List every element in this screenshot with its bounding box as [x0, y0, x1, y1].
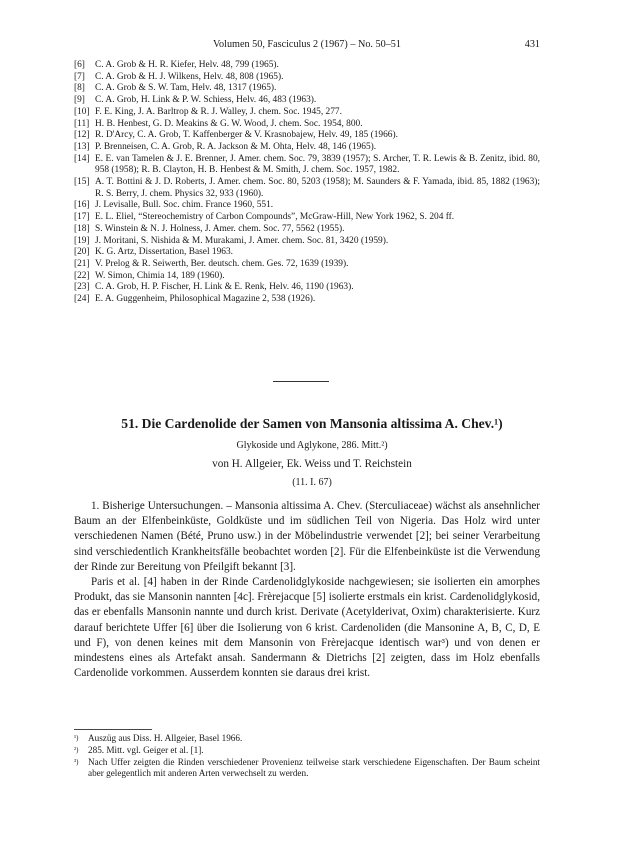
reference-number: [12] — [74, 130, 90, 141]
reference-number: [16] — [74, 200, 90, 211]
body-paragraph: 1. Bisherige Untersuchungen. – Mansonia altissima A. Chev. (Sterculiaceae) wächst als ansehnlicher Baum an der Elfenbeinküste, Goldküste und im südlichen Teil von Nigeria. Das Holz wird unter verschiedenen Namen (Bété, Pruno usw.) in der Möbelindustrie verwendet [2]; bei seiner Verarbeitung sind verschiedentlich Krankheitsfälle beobachtet worden [2]. Für die Elfenbeinküste ist die Verwendung der Rinde zur Bereitung von Pfeilgift bekannt [3]. — [74, 500, 540, 573]
reference-text: E. L. Eliel, “Stereochemistry of Carbon Compounds”, McGraw-Hill, New York 1962, S. 204 ff. — [95, 212, 455, 223]
running-head — [74, 38, 540, 52]
reference-item — [74, 60, 540, 72]
reference-number: [20] — [74, 247, 90, 258]
footnote-mark: ¹) — [74, 734, 79, 742]
reference-text: J. Moritani, S. Nishida & M. Murakami, J. Amer. chem. Soc. 81, 3420 (1959). — [95, 235, 389, 246]
reference-text: F. E. King, J. A. Barltrop & R. J. Walley, J. chem. Soc. 1945, 277. — [95, 106, 342, 117]
reference-text: C. A. Grob, H. P. Fischer, H. Link & E. Renk, Helv. 46, 1190 (1963). — [95, 282, 354, 293]
reference-item — [74, 294, 540, 306]
reference-item — [74, 83, 540, 95]
reference-text: W. Simon, Chimia 14, 189 (1960). — [95, 270, 225, 281]
reference-item — [74, 212, 540, 224]
reference-number: [10] — [74, 106, 90, 117]
reference-item — [74, 200, 540, 212]
article-authors: von H. Allgeier, Ek. Weiss und T. Reichstein — [212, 458, 412, 470]
reference-number: [21] — [74, 258, 90, 269]
reference-number: [14] — [74, 153, 90, 164]
reference-text: C. A. Grob & S. W. Tam, Helv. 48, 1317 (1965). — [95, 83, 277, 94]
reference-item — [74, 142, 540, 154]
reference-text: J. Levisalle, Bull. Soc. chim. France 1960, 551. — [95, 200, 274, 211]
footnote-mark: ²) — [74, 745, 79, 754]
reference-text: E. A. Guggenheim, Philosophical Magazine 2, 538 (1926). — [95, 294, 316, 305]
reference-item — [74, 72, 540, 84]
footnote-item — [74, 757, 540, 781]
body-paragraph: Paris et al. [4] haben in der Rinde Cardenolidglykoside nachgewiesen; sie isolierten ein amorphes Produkt, das sie Mansonin nannten [4c]. Frèrejacque [5] isolierte erstmals ein krist. Cardenolidglykosid, das er ebenfalls Mansonin nannte und durch krist. Derivate (Acetylderivat, Oxim) charakterisierte. Kurz darauf berichtete Uffer [6] über die Isolierung von 6 krist. Cardenoliden (die Mansonine A, B, C, D, E und F), von denen keines mit dem Mansonin von Frèrejacque identisch war³) und von denen er mindestens eines als Artefakt ansah. Sandermann & Dietrichs [2] zeigten, dass im Holz ebenfalls Cardenolide vorkommen. Ausserdem konnten sie daraus drei krist. — [74, 576, 540, 680]
footnote-text: Nach Uffer zeigten die Rinden verschiedener Provenienz teilweise stark verschiedene Eigenschaften. Der Baum scheint aber gelegentlich mit anderen Arten verwechselt zu werden. — [88, 756, 540, 779]
reference-number: [13] — [74, 141, 90, 152]
reference-number: [15] — [74, 177, 90, 188]
reference-item — [74, 236, 540, 248]
reference-number: [18] — [74, 223, 90, 234]
reference-text: V. Prelog & R. Seiwerth, Ber. deutsch. chem. Ges. 72, 1639 (1939). — [95, 258, 349, 269]
reference-text: A. T. Bottini & J. D. Roberts, J. Amer. chem. Soc. 80, 5203 (1958); M. Saunders & F. Yamada, ibid. 85, 1882 (1963); R. S. Berry, J. chem. Physics 32, 933 (1960). — [95, 177, 540, 199]
reference-text: C. A. Grob & H. R. Kiefer, Helv. 48, 799 (1965). — [95, 60, 279, 70]
reference-number: [6] — [74, 60, 85, 70]
footnote-item — [74, 745, 540, 757]
reference-item — [74, 95, 540, 107]
reference-number: [8] — [74, 83, 85, 94]
reference-item — [74, 247, 540, 259]
reference-text: H. B. Henbest, G. D. Meakins & G. W. Wood, J. chem. Soc. 1954, 800. — [95, 118, 363, 129]
reference-item — [74, 271, 540, 283]
footnote-text: 285. Mitt. vgl. Geiger et al. [1]. — [88, 744, 204, 755]
reference-item — [74, 224, 540, 236]
reference-number: [17] — [74, 212, 90, 223]
footnote-item — [74, 733, 540, 745]
reference-text: S. Winstein & N. J. Holness, J. Amer. chem. Soc. 77, 5562 (1955). — [95, 223, 345, 234]
footnote-text: Auszüg aus Diss. H. Allgeier, Basel 1966. — [88, 733, 243, 743]
footnote-rule — [74, 729, 152, 730]
reference-list — [74, 60, 540, 306]
page-number: 431 — [524, 39, 540, 50]
reference-number: [24] — [74, 294, 90, 305]
reference-item — [74, 259, 540, 271]
journal-volume-line: Volumen 50, Fasciculus 2 (1967) – No. 50–51 — [213, 39, 401, 50]
footnote-mark: ³) — [74, 757, 79, 766]
footnote-list — [74, 733, 540, 780]
reference-text: R. D'Arcy, C. A. Grob, T. Kaffenberger & V. Krasnobajew, Helv. 49, 185 (1966). — [95, 130, 398, 141]
reference-number: [19] — [74, 235, 90, 246]
reference-item — [74, 107, 540, 119]
article-title: 51. Die Cardenolide der Samen von Mansonia altissima A. Chev.¹) — [121, 416, 503, 431]
reference-text: K. G. Artz, Dissertation, Basel 1963. — [95, 247, 234, 258]
reference-number: [11] — [74, 118, 90, 129]
reference-item — [74, 282, 540, 294]
reference-item — [74, 154, 540, 177]
reference-item — [74, 119, 540, 131]
reference-text: C. A. Grob & H. J. Wilkens, Helv. 48, 808 (1965). — [95, 71, 284, 82]
article-date: (11. I. 67) — [292, 477, 332, 488]
reference-text: E. E. van Tamelen & J. E. Brenner, J. Amer. chem. Soc. 79, 3839 (1957); S. Archer, T. R. Lewis & B. Zenitz, ibid. 80, 958 (1958); R. B. Clayton, H. B. Henbest & M. Smith, J. chem. Soc. 1957, 1982. — [95, 153, 540, 176]
reference-text: C. A. Grob, H. Link & P. W. Schiess, Helv. 46, 483 (1963). — [95, 95, 317, 106]
reference-item — [74, 177, 540, 200]
reference-number: [9] — [74, 95, 85, 106]
reference-item — [74, 130, 540, 142]
reference-number: [7] — [74, 71, 85, 82]
reference-text: P. Brenneisen, C. A. Grob, R. A. Jackson & M. Ohta, Helv. 48, 146 (1965). — [95, 141, 377, 152]
reference-number: [23] — [74, 282, 90, 293]
article-body — [74, 499, 540, 681]
article-subtitle: Glykoside und Aglykone, 286. Mitt.²) — [236, 440, 388, 451]
reference-number: [22] — [74, 270, 90, 281]
section-divider — [273, 381, 329, 382]
